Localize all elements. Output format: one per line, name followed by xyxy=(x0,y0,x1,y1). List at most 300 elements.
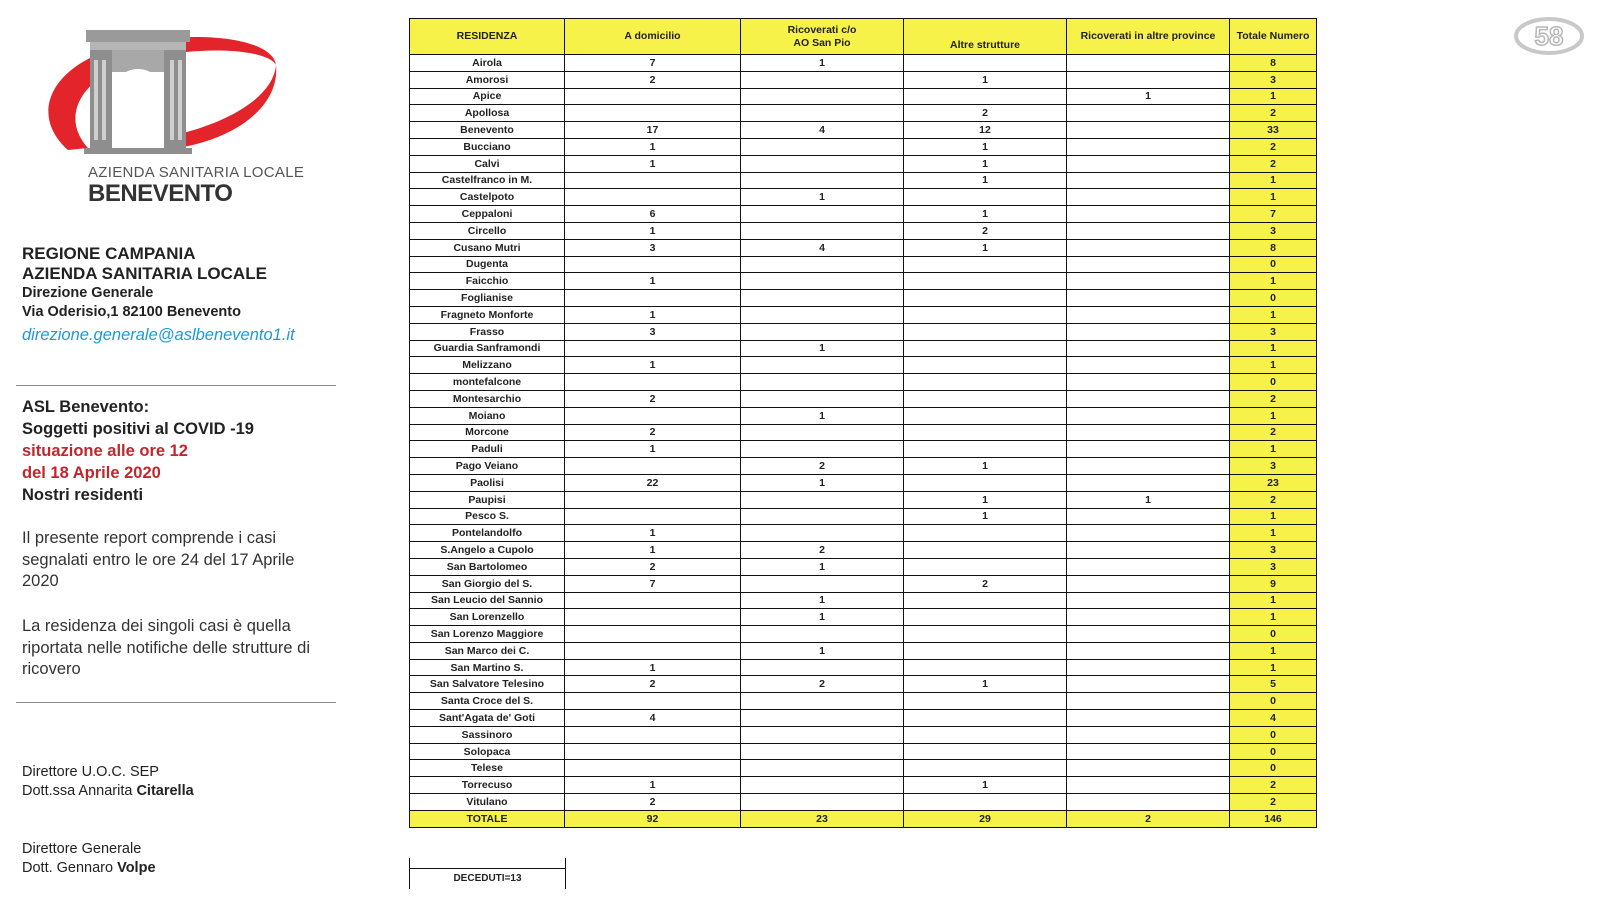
total-cell: 1 xyxy=(1230,609,1317,626)
count-cell: 22 xyxy=(565,474,741,491)
table-row xyxy=(410,222,1317,239)
count-cell xyxy=(1067,172,1230,189)
left-panel xyxy=(0,0,350,900)
total-cell: 3 xyxy=(1230,71,1317,88)
email-link[interactable]: direzione.generale@aslbenevento1.it xyxy=(22,326,295,344)
count-cell xyxy=(904,558,1067,575)
count-cell: 1 xyxy=(904,458,1067,475)
residence-cell: Montesarchio xyxy=(410,390,565,407)
total-cell: 5 xyxy=(1230,676,1317,693)
count-cell xyxy=(565,508,741,525)
count-cell xyxy=(904,189,1067,206)
count-cell: 1 xyxy=(565,138,741,155)
header-domicilio: A domicilio xyxy=(565,19,741,55)
count-cell xyxy=(1067,323,1230,340)
count-cell: 2 xyxy=(565,676,741,693)
residence-cell: Telese xyxy=(410,760,565,777)
count-cell xyxy=(1067,122,1230,139)
count-cell xyxy=(565,88,741,105)
contact-block xyxy=(22,244,342,345)
count-cell xyxy=(741,357,904,374)
residence-cell: Solopaca xyxy=(410,743,565,760)
count-cell: 1 xyxy=(565,273,741,290)
count-cell: 2 xyxy=(741,542,904,559)
residence-cell: San Giorgio del S. xyxy=(410,575,565,592)
count-cell xyxy=(741,710,904,727)
table-row xyxy=(410,760,1317,777)
count-cell xyxy=(1067,726,1230,743)
count-cell xyxy=(741,155,904,172)
count-cell xyxy=(1067,424,1230,441)
count-cell: 2 xyxy=(741,458,904,475)
total-cell: 0 xyxy=(1230,626,1317,643)
table-row xyxy=(410,710,1317,727)
table-row xyxy=(410,794,1317,811)
count-cell xyxy=(1067,710,1230,727)
count-cell xyxy=(1067,407,1230,424)
count-cell xyxy=(741,138,904,155)
count-cell xyxy=(741,206,904,223)
residence-cell: Foglianise xyxy=(410,290,565,307)
count-cell xyxy=(904,88,1067,105)
residence-cell: Ceppaloni xyxy=(410,206,565,223)
table-row xyxy=(410,138,1317,155)
residence-cell: Torrecuso xyxy=(410,777,565,794)
count-cell xyxy=(741,256,904,273)
count-cell xyxy=(1067,743,1230,760)
total-cell: 33 xyxy=(1230,122,1317,139)
table-row xyxy=(410,407,1317,424)
residence-cell: Apice xyxy=(410,88,565,105)
count-cell xyxy=(565,189,741,206)
count-cell xyxy=(904,525,1067,542)
count-cell xyxy=(741,290,904,307)
count-cell xyxy=(741,575,904,592)
table-row xyxy=(410,172,1317,189)
table-row xyxy=(410,458,1317,475)
total-cell: 0 xyxy=(1230,693,1317,710)
count-cell xyxy=(1067,239,1230,256)
channel-58-logo xyxy=(1513,14,1585,58)
total-cell: 1 xyxy=(1230,508,1317,525)
count-cell xyxy=(904,693,1067,710)
residence-cell: Paolisi xyxy=(410,474,565,491)
count-cell xyxy=(904,256,1067,273)
count-cell xyxy=(565,491,741,508)
signature-first-1: Dott.ssa Annarita xyxy=(22,783,137,799)
count-cell: 1 xyxy=(565,155,741,172)
table-row xyxy=(410,676,1317,693)
total-cell: 2 xyxy=(1230,794,1317,811)
residence-cell: Castelfranco in M. xyxy=(410,172,565,189)
count-cell xyxy=(904,474,1067,491)
table-row xyxy=(410,659,1317,676)
count-cell xyxy=(565,726,741,743)
count-cell xyxy=(1067,760,1230,777)
total-cell: 1 xyxy=(1230,642,1317,659)
total-cell: 2 xyxy=(1230,105,1317,122)
table-row xyxy=(410,390,1317,407)
table-row xyxy=(410,508,1317,525)
count-cell xyxy=(741,424,904,441)
header-altre-province: Ricoverati in altre province xyxy=(1067,19,1230,55)
count-cell xyxy=(1067,340,1230,357)
table-row xyxy=(410,743,1317,760)
total-cell: 3 xyxy=(1230,542,1317,559)
residence-cell: Vitulano xyxy=(410,794,565,811)
total-cell: 3 xyxy=(1230,458,1317,475)
residence-cell: Pontelandolfo xyxy=(410,525,565,542)
total-cell: 1 xyxy=(1230,306,1317,323)
table-row xyxy=(410,290,1317,307)
count-cell xyxy=(904,306,1067,323)
covid-cases-table xyxy=(409,18,1317,828)
count-cell: 2 xyxy=(904,222,1067,239)
count-cell xyxy=(1067,575,1230,592)
count-cell xyxy=(565,458,741,475)
total-cell: 0 xyxy=(1230,743,1317,760)
count-cell xyxy=(741,105,904,122)
residence-cell: Bucciano xyxy=(410,138,565,155)
table-row xyxy=(410,726,1317,743)
count-cell xyxy=(741,323,904,340)
total-cell: 0 xyxy=(1230,256,1317,273)
residence-cell: Cusano Mutri xyxy=(410,239,565,256)
count-cell xyxy=(904,407,1067,424)
report-title-1: ASL Benevento: xyxy=(22,398,150,416)
total-cell: 7 xyxy=(1230,206,1317,223)
total-cell: 1 xyxy=(1230,357,1317,374)
report-note-2: La residenza dei singoli casi è quella riportata nelle notifiche delle strutture di ricovero xyxy=(22,617,310,678)
count-cell: 6 xyxy=(565,206,741,223)
count-cell xyxy=(904,743,1067,760)
count-cell xyxy=(741,441,904,458)
total-cell: 1 xyxy=(1230,340,1317,357)
count-cell xyxy=(1067,474,1230,491)
count-cell: 1 xyxy=(565,659,741,676)
report-subtitle: Nostri residenti xyxy=(22,486,144,504)
count-cell xyxy=(1067,155,1230,172)
count-cell xyxy=(1067,794,1230,811)
count-cell xyxy=(1067,642,1230,659)
table-header-row xyxy=(410,19,1317,55)
count-cell xyxy=(904,542,1067,559)
count-cell xyxy=(904,323,1067,340)
count-cell: 1 xyxy=(565,777,741,794)
count-cell: 1 xyxy=(565,441,741,458)
total-cell: 1 xyxy=(1230,407,1317,424)
count-cell xyxy=(1067,609,1230,626)
total-value: 23 xyxy=(741,810,904,827)
count-cell xyxy=(1067,441,1230,458)
residence-cell: Pesco S. xyxy=(410,508,565,525)
report-title-2: Soggetti positivi al COVID -19 xyxy=(22,420,254,438)
table-row xyxy=(410,155,1317,172)
count-cell xyxy=(904,726,1067,743)
count-cell: 3 xyxy=(565,239,741,256)
count-cell xyxy=(741,659,904,676)
count-cell xyxy=(741,794,904,811)
count-cell xyxy=(741,508,904,525)
residence-cell: Castelpoto xyxy=(410,189,565,206)
count-cell: 1 xyxy=(741,340,904,357)
total-cell: 3 xyxy=(1230,558,1317,575)
total-cell: 1 xyxy=(1230,592,1317,609)
signature-dg xyxy=(22,840,156,878)
count-cell xyxy=(1067,357,1230,374)
residence-cell: Paduli xyxy=(410,441,565,458)
residence-cell: Faicchio xyxy=(410,273,565,290)
count-cell: 1 xyxy=(741,642,904,659)
table-row xyxy=(410,441,1317,458)
table-row xyxy=(410,777,1317,794)
header-san-pio: Ricoverati c/o AO San Pio xyxy=(741,19,904,55)
count-cell: 1 xyxy=(741,474,904,491)
count-cell xyxy=(904,424,1067,441)
count-cell: 1 xyxy=(741,558,904,575)
total-cell: 0 xyxy=(1230,290,1317,307)
signature-role-1: Direttore U.O.C. SEP xyxy=(22,764,159,780)
total-cell: 4 xyxy=(1230,710,1317,727)
total-cell: 3 xyxy=(1230,323,1317,340)
count-cell: 1 xyxy=(565,306,741,323)
residence-cell: S.Angelo a Cupolo xyxy=(410,542,565,559)
count-cell xyxy=(904,592,1067,609)
region-name: REGIONE CAMPANIA xyxy=(22,244,196,263)
residence-cell: San Lorenzello xyxy=(410,609,565,626)
count-cell xyxy=(565,172,741,189)
residence-cell: San Marco dei C. xyxy=(410,642,565,659)
count-cell: 7 xyxy=(565,55,741,72)
report-title-block xyxy=(22,396,342,506)
count-cell xyxy=(741,273,904,290)
residence-cell: Amorosi xyxy=(410,71,565,88)
count-cell xyxy=(904,340,1067,357)
signature-first-2: Dott. Gennaro xyxy=(22,860,118,876)
table-row xyxy=(410,592,1317,609)
count-cell: 4 xyxy=(741,122,904,139)
count-cell: 1 xyxy=(741,609,904,626)
count-cell xyxy=(1067,525,1230,542)
total-cell: 1 xyxy=(1230,189,1317,206)
residence-cell: Santa Croce del S. xyxy=(410,693,565,710)
total-cell: 0 xyxy=(1230,760,1317,777)
table-row xyxy=(410,256,1317,273)
count-cell xyxy=(741,726,904,743)
total-cell: 2 xyxy=(1230,155,1317,172)
count-cell: 2 xyxy=(904,105,1067,122)
signature-sep xyxy=(22,763,194,801)
count-cell xyxy=(1067,55,1230,72)
count-cell xyxy=(741,172,904,189)
report-date-2: del 18 Aprile 2020 xyxy=(22,464,161,482)
count-cell xyxy=(904,273,1067,290)
table-row xyxy=(410,374,1317,391)
table-row xyxy=(410,357,1317,374)
count-cell xyxy=(565,256,741,273)
table-total-row xyxy=(410,810,1317,827)
count-cell: 12 xyxy=(904,122,1067,139)
table-row xyxy=(410,609,1317,626)
count-cell: 1 xyxy=(904,138,1067,155)
table-row xyxy=(410,642,1317,659)
residence-cell: Morcone xyxy=(410,424,565,441)
count-cell xyxy=(741,491,904,508)
residence-cell: Circello xyxy=(410,222,565,239)
count-cell: 1 xyxy=(741,55,904,72)
count-cell: 2 xyxy=(904,575,1067,592)
address: Via Oderisio,1 82100 Benevento xyxy=(22,304,241,320)
table-row xyxy=(410,55,1317,72)
count-cell: 2 xyxy=(565,794,741,811)
report-date-1: situazione alle ore 12 xyxy=(22,442,188,460)
count-cell xyxy=(1067,290,1230,307)
count-cell: 2 xyxy=(565,390,741,407)
count-cell xyxy=(1067,542,1230,559)
count-cell: 1 xyxy=(904,172,1067,189)
total-cell: 1 xyxy=(1230,659,1317,676)
count-cell xyxy=(904,441,1067,458)
count-cell xyxy=(1067,558,1230,575)
residence-cell: San Leucio del Sannio xyxy=(410,592,565,609)
count-cell xyxy=(1067,390,1230,407)
count-cell xyxy=(565,105,741,122)
table-row xyxy=(410,323,1317,340)
residence-cell: Fragneto Monforte xyxy=(410,306,565,323)
org-name: AZIENDA SANITARIA LOCALE xyxy=(22,264,267,283)
count-cell: 1 xyxy=(565,222,741,239)
residence-cell: Calvi xyxy=(410,155,565,172)
count-cell: 1 xyxy=(904,491,1067,508)
total-cell: 9 xyxy=(1230,575,1317,592)
count-cell: 1 xyxy=(1067,88,1230,105)
count-cell xyxy=(1067,676,1230,693)
count-cell xyxy=(904,55,1067,72)
count-cell xyxy=(904,659,1067,676)
table-row xyxy=(410,693,1317,710)
total-value: 2 xyxy=(1067,810,1230,827)
residence-cell: Guardia Sanframondi xyxy=(410,340,565,357)
deceased-box-top xyxy=(409,858,566,868)
count-cell xyxy=(1067,508,1230,525)
count-cell xyxy=(565,760,741,777)
count-cell: 1 xyxy=(904,206,1067,223)
residence-cell: Sant'Agata de' Goti xyxy=(410,710,565,727)
table-row xyxy=(410,88,1317,105)
count-cell xyxy=(1067,273,1230,290)
count-cell: 1 xyxy=(565,542,741,559)
count-cell: 1 xyxy=(1067,491,1230,508)
deceased-count: DECEDUTI=13 xyxy=(409,868,566,889)
count-cell xyxy=(904,390,1067,407)
signature-last-1: Citarella xyxy=(136,783,194,799)
count-cell xyxy=(565,407,741,424)
residence-cell: San Bartolomeo xyxy=(410,558,565,575)
table-row xyxy=(410,340,1317,357)
count-cell xyxy=(904,374,1067,391)
total-cell: 3 xyxy=(1230,222,1317,239)
count-cell: 1 xyxy=(565,525,741,542)
count-cell xyxy=(1067,626,1230,643)
count-cell xyxy=(904,357,1067,374)
count-cell: 1 xyxy=(904,71,1067,88)
table-row xyxy=(410,491,1317,508)
count-cell xyxy=(1067,189,1230,206)
residence-cell: San Lorenzo Maggiore xyxy=(410,626,565,643)
total-cell: 0 xyxy=(1230,726,1317,743)
count-cell: 7 xyxy=(565,575,741,592)
total-cell: 1 xyxy=(1230,88,1317,105)
divider xyxy=(16,702,336,703)
count-cell xyxy=(741,777,904,794)
table-row xyxy=(410,558,1317,575)
residence-cell: Benevento xyxy=(410,122,565,139)
count-cell: 1 xyxy=(904,676,1067,693)
residence-cell: Pago Veiano xyxy=(410,458,565,475)
count-cell xyxy=(1067,458,1230,475)
count-cell: 1 xyxy=(741,189,904,206)
table-row xyxy=(410,189,1317,206)
count-cell xyxy=(741,374,904,391)
total-cell: 1 xyxy=(1230,172,1317,189)
total-cell: 2 xyxy=(1230,138,1317,155)
residence-cell: San Martino S. xyxy=(410,659,565,676)
signature-last-2: Volpe xyxy=(117,860,156,876)
count-cell xyxy=(741,222,904,239)
residence-cell: Airola xyxy=(410,55,565,72)
header-altre-strutture: Altre strutture xyxy=(904,19,1067,55)
count-cell xyxy=(1067,306,1230,323)
count-cell xyxy=(565,609,741,626)
residence-cell: Melizzano xyxy=(410,357,565,374)
table-row xyxy=(410,71,1317,88)
total-cell: 8 xyxy=(1230,239,1317,256)
count-cell xyxy=(904,794,1067,811)
report-note-1: Il presente report comprende i casi segnalati entro le ore 24 del 17 Aprile 2020 xyxy=(22,529,295,590)
department: Direzione Generale xyxy=(22,285,154,301)
count-cell: 1 xyxy=(904,239,1067,256)
table-row xyxy=(410,424,1317,441)
residence-cell: Moiano xyxy=(410,407,565,424)
count-cell xyxy=(904,290,1067,307)
total-cell: 0 xyxy=(1230,374,1317,391)
count-cell xyxy=(904,710,1067,727)
count-cell: 17 xyxy=(565,122,741,139)
total-cell: 2 xyxy=(1230,777,1317,794)
total-cell: 2 xyxy=(1230,424,1317,441)
table-row xyxy=(410,105,1317,122)
count-cell xyxy=(1067,138,1230,155)
count-cell: 2 xyxy=(565,424,741,441)
table-row xyxy=(410,626,1317,643)
count-cell xyxy=(565,290,741,307)
header-residenza: RESIDENZA xyxy=(410,19,565,55)
count-cell: 2 xyxy=(565,71,741,88)
count-cell xyxy=(1067,222,1230,239)
count-cell xyxy=(741,693,904,710)
count-cell xyxy=(565,693,741,710)
total-cell: 1 xyxy=(1230,273,1317,290)
count-cell xyxy=(1067,256,1230,273)
count-cell: 4 xyxy=(741,239,904,256)
total-cell: 2 xyxy=(1230,491,1317,508)
count-cell xyxy=(1067,777,1230,794)
count-cell: 1 xyxy=(565,357,741,374)
table-row xyxy=(410,474,1317,491)
count-cell xyxy=(904,626,1067,643)
signature-name-1 xyxy=(22,782,194,801)
header-totale: Totale Numero xyxy=(1230,19,1317,55)
